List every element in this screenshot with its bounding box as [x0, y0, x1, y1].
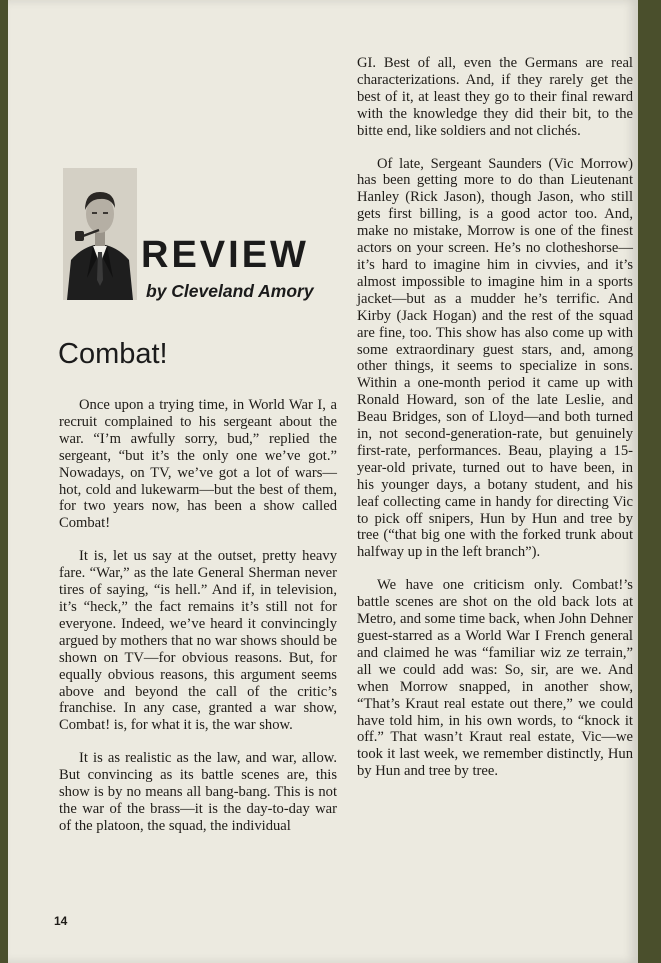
paragraph: We have one criticism only. Combat!’s battle scenes are shot on the old back lots at Metro, and some time back, when John Dehner guest-starred as a World War I French general and claimed he was “familiar wiz ze terrain,” all we could add was: So, sir, are we. And when Morrow snapped, in another show, “That’s Kraut real estate out there,” we could have told him, in his own words, to “knock it off.” That wasn’t Kraut real estate, Vic—we took it last week, we remember distinctly, Hun by Hun and tree by tree.: [357, 577, 633, 780]
review-byline: by Cleveland Amory: [146, 281, 314, 301]
paragraph: Of late, Sergeant Saunders (Vic Morrow) has been getting more to do than Lieutenant Hanley (Rick Jason), though Jason, who still gets first billing, is a good actor too. And, make no mistake, Morrow is one of the finest actors on your screen. He’s no clotheshorse—it’s hard to imagine him in civvies, and it’s almost impossible to imagine him in a sports jacket—but as a mudder he’s terrific. And Kirby (Jack Hogan) and the rest of the squad are fine, too. This show has also come up with some extraordinary guest stars, and, among other things, it seems to specialize in sons. Within a one-month period it came up with Ronald Howard, son of the late Leslie, and Beau Bridges, son of Lloyd—and both turned in, not second-generation-rate, but genuinely first-rate, performances. Beau, playing a 15-year-old private, turned out to have been, in his younger days, a botany student, and his leaf collecting came in handy for directing Vic to pick off snipers, Hun by Hun and tree by tree (“that big one with the forked trunk about halfway up in the left branch”).: [357, 155, 633, 561]
paragraph: GI. Best of all, even the Germans are real characterizations. And, if they rarely get the best of it, at least they go to their final reward with the knowledge they did their bit, to the bitte end, like soldiers and not clichés.: [357, 55, 633, 139]
paragraph: It is as realistic as the law, and war, allow. But convincing as its battle scenes are, this show is by no means all bang-bang. This is not the war of the brass—it is the day-to-day war of the platoon, the squad, the individual: [59, 750, 337, 834]
article-headline: Combat!: [58, 338, 168, 370]
author-photo: [63, 168, 137, 300]
paragraph: It is, let us say at the outset, pretty heavy fare. “War,” as the late General Sherman never tires of saying, “is hell.” And if, in television, it’s “heck,” the fact remains it’s still not for everyone. Indeed, we’ve heard it convincingly argued by mothers that no war shows should be shown on TV—for obvious reasons. But, for equally obvious reasons, this argument seems above and beyond the call of the critic’s franchise. In any case, granted a war show, Combat! is, for what it is, the war show.: [59, 548, 337, 734]
author-portrait-image: [63, 168, 137, 300]
right-column: [357, 55, 633, 780]
paragraph: Once upon a trying time, in World War I, a recruit complained to his sergeant about the war. “I’m awfully sorry, bud,” replied the sergeant, “but it’s the only one we’ve got.” Nowadays, on TV, we’ve got a lot of wars—hot, cold and lukewarm—but the best of them, for two years now, has been a show called Combat!: [59, 397, 337, 532]
magazine-page: [8, 0, 638, 963]
page-number: 14: [54, 914, 68, 928]
review-title: REVIEW: [141, 234, 309, 276]
left-column: [59, 397, 337, 835]
